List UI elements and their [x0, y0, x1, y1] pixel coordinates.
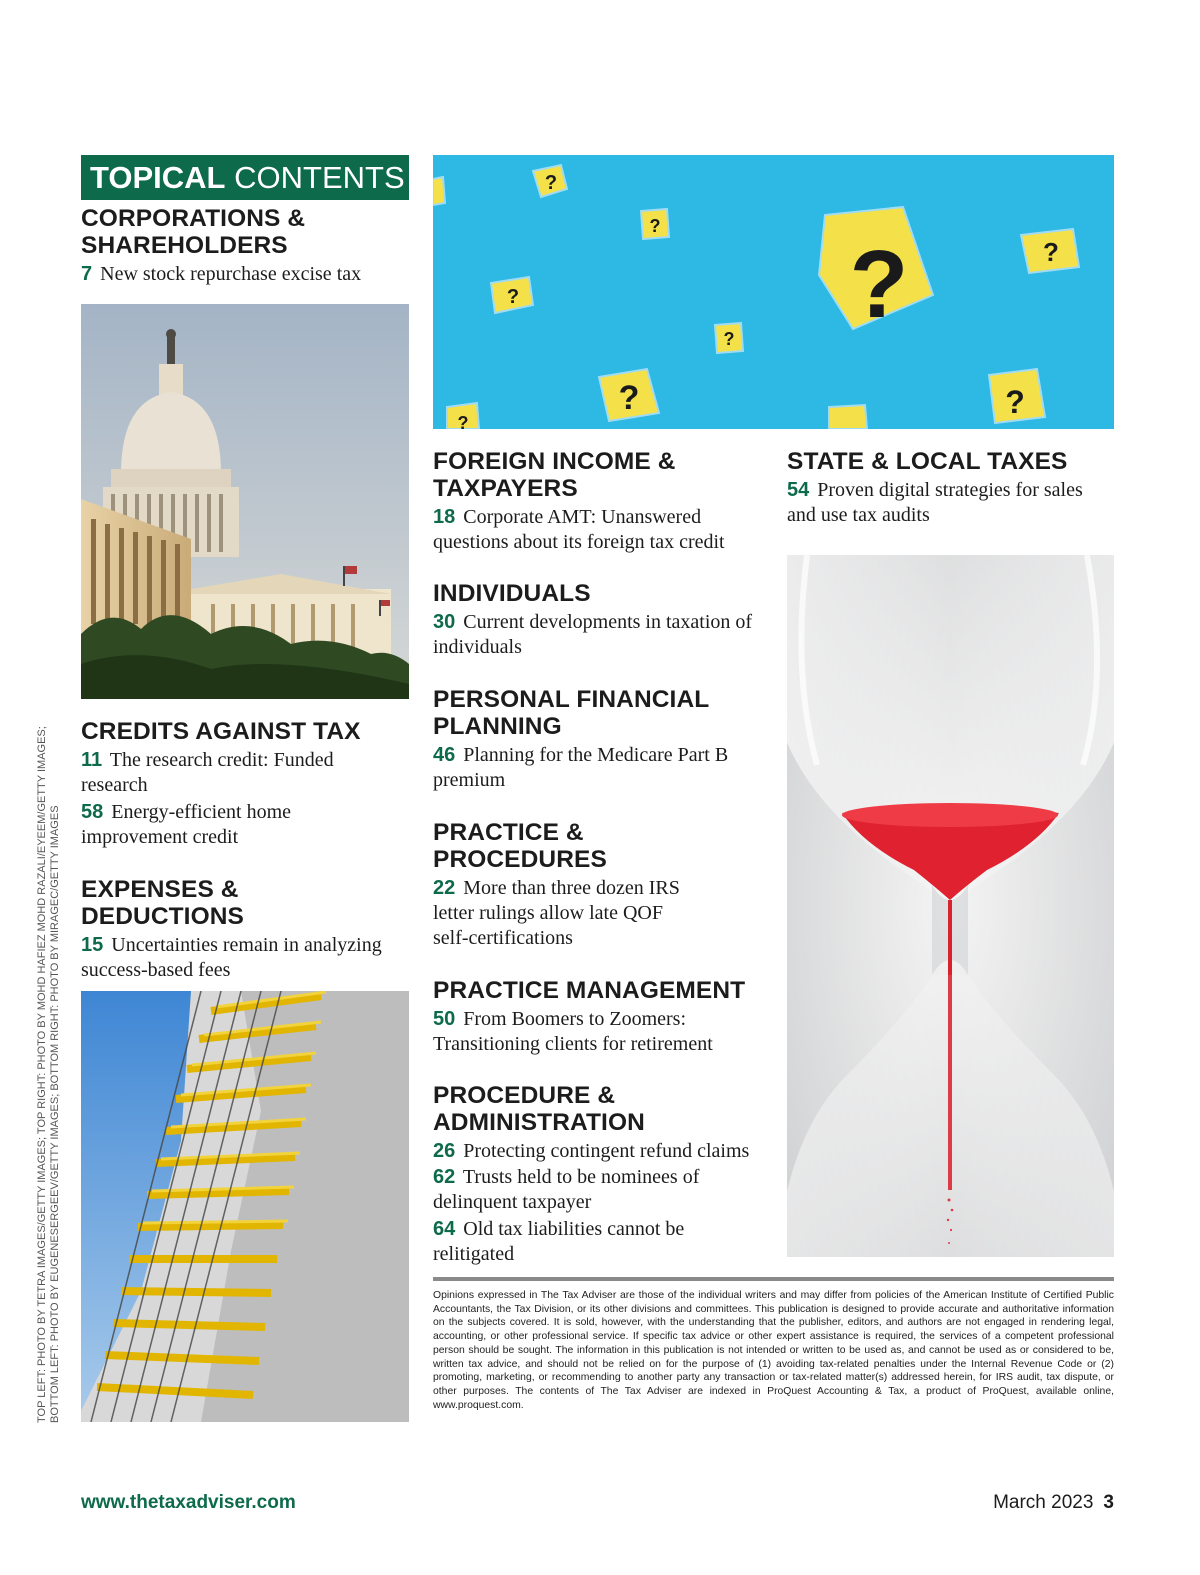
question-mark: ?	[649, 216, 661, 236]
section-title: CORPORATIONS & SHAREHOLDERS	[81, 205, 306, 259]
section-credits	[81, 718, 411, 850]
section-foreign	[433, 448, 773, 555]
topical-contents-tag	[81, 155, 409, 200]
question-mark: ?	[1005, 384, 1025, 420]
tag-regular: CONTENTS	[234, 160, 405, 195]
section-title: EXPENSES & DEDUCTIONS	[81, 876, 244, 930]
toc-entry[interactable]: 62 Trusts held to be nominees of delinquent taxpayer	[433, 1166, 700, 1213]
section-expenses	[81, 876, 411, 983]
question-mark: ?	[849, 231, 909, 338]
toc-entry[interactable]: 11 The research credit: Funded research	[81, 749, 334, 796]
section-title: PRACTICE & PROCEDURES	[433, 819, 607, 873]
section-title: CREDITS AGAINST TAX	[81, 718, 361, 745]
section-individuals	[433, 580, 773, 660]
page-number: 3	[1103, 1492, 1114, 1513]
question-mark: ?	[723, 329, 735, 349]
section-title: PRACTICE MANAGEMENT	[433, 977, 746, 1004]
photo-credits-line: TOP LEFT: PHOTO BY TETRA IMAGES/GETTY IMAGES; TOP RIGHT: PHOTO BY MOHD HAFIEZ MOHD RAZALI/EYEEM/GETTY IMAGES;	[36, 726, 48, 1423]
section-procedure-administration	[433, 1082, 773, 1267]
section-title: STATE & LOCAL TAXES	[787, 448, 1068, 475]
disclaimer-rule	[433, 1277, 1114, 1281]
section-title: INDIVIDUALS	[433, 580, 591, 607]
toc-entry[interactable]: 15 Uncertainties remain in analyzing success-based fees	[81, 934, 382, 981]
footer-date	[993, 1492, 1114, 1514]
section-corporations	[81, 205, 411, 287]
staircase-photo	[81, 991, 409, 1422]
question-mark: ?	[457, 413, 469, 429]
question-mark: ?	[544, 172, 558, 194]
footer-website-link[interactable]: www.thetaxadviser.com	[81, 1492, 296, 1513]
question-mark: ?	[1043, 237, 1059, 267]
section-practice-management	[433, 977, 773, 1057]
disclaimer-text: Opinions expressed in The Tax Adviser are those of the individual writers and may differ from policies of the American Institute of Certified Public Accountants, the Tax Division, or its other divisions and committees. This publication is designed to provide accurate and authoritative information on the subjects covered. It is sold, however, with the understanding that the publisher, editors, and authors are not engaged in rendering legal, accounting, or other professional service. If specific tax advice or other expert assistance is required, the services of a competent professional person should be sought. The information in this publication is not intended or written to be used as, and cannot be used as or considered to be, written tax advice, and should not be relied on for the purpose of (1) avoiding tax-related penalties under the Internal Revenue Code or (2) promoting, marketing, or recommending to another party any transaction or tax-related matter(s) addressed herein, for IRS audit, tax dispute, or other purposes. The contents of The Tax Adviser are indexed in ProQuest Accounting & Tax, a product of ProQuest, available online, www.proquest.com.	[433, 1290, 1114, 1411]
toc-entry[interactable]: 18 Corporate AMT: Unanswered questions about its foreign tax credit	[433, 506, 725, 553]
section-title: FOREIGN INCOME & TAXPAYERS	[433, 448, 676, 502]
section-state-local	[787, 448, 1117, 528]
toc-entry[interactable]: 46 Planning for the Medicare Part B premium	[433, 744, 729, 791]
toc-entry[interactable]: 50 From Boomers to Zoomers: Transitioning clients for retirement	[433, 1008, 713, 1055]
toc-entry[interactable]: 58 Energy-efficient home improvement credit	[81, 801, 291, 848]
photo-credits-line: BOTTOM LEFT: PHOTO BY EUGENESERGEEV/GETTY IMAGES; BOTTOM RIGHT: PHOTO BY MIRAGEC/GETTY IMAGES	[49, 805, 61, 1423]
toc-entry[interactable]: 26 Protecting contingent refund claims	[433, 1140, 750, 1162]
hourglass-photo	[787, 555, 1114, 1257]
section-practice-procedures	[433, 819, 773, 951]
question-mark: ?	[618, 379, 640, 417]
section-title: PERSONAL FINANCIAL PLANNING	[433, 686, 710, 740]
capitol-photo	[81, 304, 409, 699]
issue-date: March 2023	[993, 1492, 1094, 1513]
question-marks-photo	[433, 155, 1114, 429]
toc-entry[interactable]: 7 New stock repurchase excise tax	[81, 263, 362, 285]
toc-entry[interactable]: 54 Proven digital strategies for sales and use tax audits	[787, 479, 1083, 526]
section-title: PROCEDURE & ADMINISTRATION	[433, 1082, 645, 1136]
photo-credits	[36, 703, 62, 1423]
section-pfp	[433, 686, 773, 793]
toc-entry[interactable]: 22 More than three dozen IRS letter rulings allow late QOF self-certifications	[433, 877, 680, 949]
toc-entry[interactable]: 30 Current developments in taxation of individuals	[433, 611, 753, 658]
question-mark: ?	[506, 286, 520, 308]
toc-entry[interactable]: 64 Old tax liabilities cannot be relitigated	[433, 1218, 685, 1265]
tag-bold: TOPICAL	[90, 160, 226, 195]
